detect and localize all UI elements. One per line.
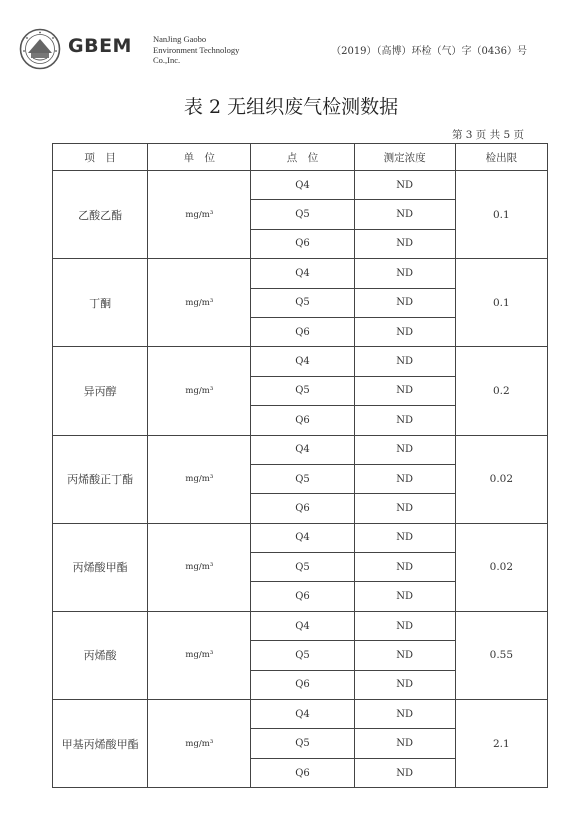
item-name-cell: 丙烯酸甲酯 xyxy=(53,523,148,611)
concentration-cell: ND xyxy=(354,406,455,435)
sampling-point-cell: Q5 xyxy=(251,376,354,405)
sampling-point-cell: Q5 xyxy=(251,288,354,317)
sampling-point-cell: Q6 xyxy=(251,670,354,699)
item-name-cell: 丁酮 xyxy=(53,259,148,347)
sampling-point-cell: Q4 xyxy=(251,700,354,729)
sampling-point-cell: Q6 xyxy=(251,229,354,258)
unit-cell: mg/m³ xyxy=(148,523,251,611)
sampling-point-cell: Q6 xyxy=(251,582,354,611)
emission-data-table xyxy=(52,143,548,788)
sampling-point-cell: Q6 xyxy=(251,494,354,523)
detection-limit-cell: 0.02 xyxy=(455,523,547,611)
detection-limit-cell: 0.02 xyxy=(455,435,547,523)
unit-cell: mg/m³ xyxy=(148,611,251,699)
detection-limit-cell: 0.2 xyxy=(455,347,547,435)
detection-limit-cell: 0.1 xyxy=(455,259,547,347)
sampling-point-cell: Q4 xyxy=(251,523,354,552)
sampling-point-cell: Q5 xyxy=(251,553,354,582)
concentration-cell: ND xyxy=(354,729,455,758)
concentration-cell: ND xyxy=(354,171,455,200)
table-body xyxy=(53,171,548,788)
table-row xyxy=(53,435,548,464)
concentration-cell: ND xyxy=(354,464,455,493)
detection-limit-cell: 0.1 xyxy=(455,171,547,259)
table-row xyxy=(53,700,548,729)
sampling-point-cell: Q5 xyxy=(251,200,354,229)
table-row xyxy=(53,611,548,640)
concentration-cell: ND xyxy=(354,376,455,405)
sampling-point-cell: Q5 xyxy=(251,641,354,670)
column-header-unit: 单 位 xyxy=(148,144,251,171)
concentration-cell: ND xyxy=(354,229,455,258)
unit-cell: mg/m³ xyxy=(148,435,251,523)
concentration-cell: ND xyxy=(354,347,455,376)
item-name-cell: 乙酸乙酯 xyxy=(53,171,148,259)
sampling-point-cell: Q6 xyxy=(251,317,354,346)
concentration-cell: ND xyxy=(354,641,455,670)
unit-cell: mg/m³ xyxy=(148,259,251,347)
detection-limit-cell: 0.55 xyxy=(455,611,547,699)
sampling-point-cell: Q5 xyxy=(251,464,354,493)
company-name xyxy=(153,34,239,66)
concentration-cell: ND xyxy=(354,317,455,346)
concentration-cell: ND xyxy=(354,200,455,229)
concentration-cell: ND xyxy=(354,288,455,317)
sampling-point-cell: Q5 xyxy=(251,729,354,758)
concentration-cell: ND xyxy=(354,670,455,699)
report-number: （2019）（高博）环检（气）字（0436）号 xyxy=(331,46,527,57)
concentration-cell: ND xyxy=(354,259,455,288)
sampling-point-cell: Q6 xyxy=(251,758,354,787)
table-title: 表 2 无组织废气检测数据 xyxy=(183,96,399,118)
item-name-cell: 甲基丙烯酸甲酯 xyxy=(53,700,148,788)
concentration-cell: ND xyxy=(354,582,455,611)
concentration-cell: ND xyxy=(354,553,455,582)
company-name-line: Environment Technology xyxy=(153,44,240,55)
sampling-point-cell: Q4 xyxy=(251,611,354,640)
table-row xyxy=(53,523,548,552)
table-header-row xyxy=(53,144,548,171)
column-header-concentration: 测定浓度 xyxy=(354,144,455,171)
concentration-cell: ND xyxy=(354,700,455,729)
column-header-item: 项 目 xyxy=(53,144,148,171)
table-row xyxy=(53,347,548,376)
item-name-cell: 异丙醇 xyxy=(53,347,148,435)
company-logo-text: GBEM xyxy=(68,35,132,57)
concentration-cell: ND xyxy=(354,435,455,464)
item-name-cell: 丙烯酸 xyxy=(53,611,148,699)
table-row xyxy=(53,171,548,200)
item-name-cell: 丙烯酸正丁酯 xyxy=(53,435,148,523)
concentration-cell: ND xyxy=(354,523,455,552)
unit-cell: mg/m³ xyxy=(148,700,251,788)
report-header xyxy=(0,0,582,80)
sampling-point-cell: Q4 xyxy=(251,435,354,464)
page-indicator: 第 3 页 共 5 页 xyxy=(451,129,524,141)
concentration-cell: ND xyxy=(354,758,455,787)
column-header-point: 点 位 xyxy=(251,144,354,171)
concentration-cell: ND xyxy=(354,611,455,640)
unit-cell: mg/m³ xyxy=(148,171,251,259)
concentration-cell: ND xyxy=(354,494,455,523)
sampling-point-cell: Q4 xyxy=(251,347,354,376)
column-header-detection-limit: 检出限 xyxy=(455,144,547,171)
company-seal-icon xyxy=(19,28,61,70)
detection-limit-cell: 2.1 xyxy=(455,700,547,788)
sampling-point-cell: Q4 xyxy=(251,259,354,288)
sampling-point-cell: Q4 xyxy=(251,171,354,200)
company-name-line: Co.,Inc. xyxy=(153,55,181,65)
company-name-line: NanJing Gaobo xyxy=(153,34,207,44)
table-row xyxy=(53,259,548,288)
sampling-point-cell: Q6 xyxy=(251,406,354,435)
unit-cell: mg/m³ xyxy=(148,347,251,435)
